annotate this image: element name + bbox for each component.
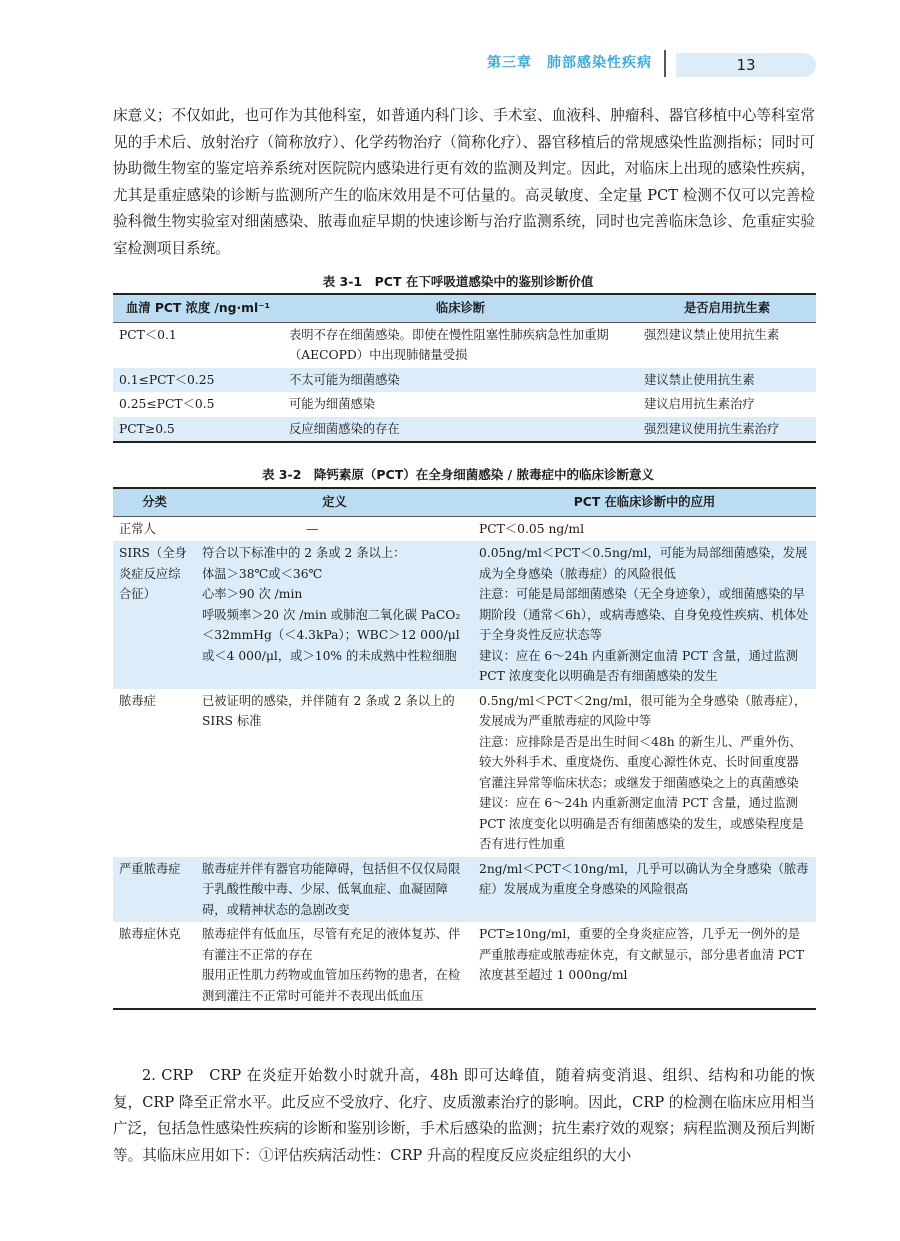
table2-cell-application	[473, 857, 816, 923]
table2-cell-category: 脓毒症	[119, 693, 156, 708]
table2-cell-application	[473, 516, 816, 541]
definition-line: 已被证明的感染，并伴随有 2 条或 2 条以上的 SIRS 标准	[202, 693, 455, 728]
table-pct-lrti	[113, 293, 816, 443]
definition-line: 心率＞90 次 /min	[202, 587, 303, 601]
header-divider	[664, 50, 666, 77]
page-number: 13	[736, 56, 756, 74]
table1-header-diagnosis: 临床诊断	[283, 294, 638, 322]
table1-cell-concentration: PCT≥0.5	[113, 417, 283, 443]
table-row	[113, 392, 816, 417]
application-line: 2ng/ml＜PCT＜10ng/ml，几乎可以确认为全身感染（脓毒症）发展成为重度全身感染的风险很高	[479, 861, 809, 896]
table1-header-row	[113, 294, 816, 322]
definition-line: 脓毒症并伴有器官功能障碍，包括但不仅仅局限于乳酸性酸中毒、少尿、低氧血症、血凝固障碍，或精神状态的急剧改变	[202, 861, 461, 917]
table2-cell-category: 脓毒症休克	[113, 922, 196, 1009]
table2-cell-definition	[196, 922, 473, 1009]
application-line: 建议：应在 6～24h 内重新测定血清 PCT 含量，通过监测 PCT 浓度变化以明确是否有细菌感染的发生	[479, 648, 798, 683]
table2-cell-application	[473, 541, 816, 689]
table2-cell-definition	[196, 541, 473, 689]
chapter-title: 第三章 肺部感染性疾病	[487, 55, 652, 71]
table-row	[113, 541, 816, 689]
table-row	[113, 922, 816, 1009]
table2-cell-category: 严重脓毒症	[113, 857, 196, 923]
definition-line: 脓毒症伴有低血压，尽管有充足的液体复苏、伴有灌注不正常的存在	[202, 927, 461, 962]
closing-paragraph: 2. CRP CRP 在炎症开始数小时就升高，48h 即可达峰值，随着病变消退、组织、结构和功能的恢复，CRP 降至正常水平。此反应不受放疗、化疗、皮质激素治疗的影响。因此，CRP 的检测在临床应用相当广泛，包括急性感染性疾病的诊断和鉴别诊断，手术后感染的监测；抗生素疗效的观察；病程监测及预后判断等。其临床应用如下：①评估疾病活动性：CRP 升高的程度反应炎症组织的大小	[113, 1067, 815, 1164]
definition-line: 服用正性肌力药物或血管加压药物的患者，在检测到灌注不正常时可能并不表现出低血压	[202, 968, 461, 1003]
table2-header-row	[113, 488, 816, 516]
table-row	[113, 368, 816, 393]
definition-line: 符合以下标准中的 2 条或 2 条以上：	[202, 546, 406, 560]
table2-caption: 表 3-2 降钙素原（PCT）在全身细菌感染 / 脓毒症中的临床诊断意义	[261, 467, 655, 482]
application-line: PCT＜0.05 ng/ml	[479, 521, 584, 536]
table1-caption: 表 3-1 PCT 在下呼吸道感染中的鉴别诊断价值	[322, 274, 594, 289]
table1-cell-antibiotic: 建议启用抗生素治疗	[644, 397, 755, 411]
table1-cell-concentration: 0.25≤PCT＜0.5	[119, 397, 215, 411]
application-line: 0.5ng/ml＜PCT＜2ng/ml，很可能为全身感染（脓毒症），发展成为严重脓毒症的风险中等	[479, 693, 807, 728]
table1-cell-diagnosis: 不太可能为细菌感染	[283, 368, 638, 393]
table2-header-category: 分类	[113, 488, 196, 516]
table2-header-application: PCT 在临床诊断中的应用	[473, 488, 816, 516]
definition-line: —	[306, 521, 319, 536]
table1-header-concentration: 血清 PCT 浓度 /ng·ml⁻¹	[113, 294, 283, 322]
table2-cell-category: 正常人	[119, 521, 156, 536]
table2-header-definition: 定义	[196, 488, 473, 516]
table1-cell-diagnosis: 反应细菌感染的存在	[283, 417, 638, 443]
table-row	[113, 417, 816, 443]
application-line: 注意：可能是局部细菌感染（无全身迹象），或细菌感染的早期阶段（通常＜6h），或病毒感染、自身免疫性疾病、机体处于全身炎性反应状态等	[479, 587, 809, 642]
table2-cell-definition	[196, 857, 473, 923]
table2-cell-application	[473, 689, 816, 857]
application-line: 0.05ng/ml＜PCT＜0.5ng/ml，可能为局部细菌感染，发展成为全身感染（脓毒症）的风险很低	[479, 546, 808, 581]
table2-cell-application	[473, 922, 816, 1009]
definition-line: 体温＞38℃或＜36℃	[202, 566, 323, 581]
application-line: 建议：应在 6～24h 内重新测定血清 PCT 含量，通过监测 PCT 浓度变化以明确是否有细菌感染的发生，或感染程度是否有进行性加重	[479, 796, 804, 851]
table1-cell-antibiotic: 强烈建议禁止使用抗生素	[644, 327, 780, 342]
table1-cell-diagnosis: 表明不存在细菌感染。即使在慢性阻塞性肺疾病急性加重期（AECOPD）中出现肺储量受损	[289, 327, 609, 362]
table2-cell-category: SIRS（全身炎症反应综合征）	[113, 541, 196, 689]
table-row	[113, 857, 816, 923]
table-row	[113, 322, 816, 368]
table1-cell-concentration: 0.1≤PCT＜0.25	[113, 368, 283, 393]
table1-cell-diagnosis: 可能为细菌感染	[289, 397, 376, 411]
definition-line: 呼吸频率＞20 次 /min 或肺泡二氧化碳 PaCO₂＜32mmHg（＜4.3kPa）；WBC＞12 000/μl 或＜4 000/μl，或＞10% 的未成熟中性粒细胞	[202, 607, 461, 663]
table1-cell-concentration: PCT＜0.1	[119, 327, 177, 342]
running-header	[0, 50, 900, 78]
table1-cell-antibiotic: 建议禁止使用抗生素	[638, 368, 816, 393]
table-pct-sepsis	[113, 487, 816, 1010]
table-row	[113, 689, 816, 857]
table2-cell-definition	[196, 689, 473, 857]
table1-header-antibiotic: 是否启用抗生素	[638, 294, 816, 322]
table-row	[113, 516, 816, 541]
application-line: 注意：应排除是否是出生时间＜48h 的新生儿、严重外伤、较大外科手术、重度烧伤、重度心源性休克、长时间重度器官灌注异常等临床状态；或继发于细菌感染之上的真菌感染	[479, 734, 802, 790]
table1-cell-antibiotic: 强烈建议使用抗生素治疗	[638, 417, 816, 443]
intro-paragraph: 床意义；不仅如此，也可作为其他科室，如普通内科门诊、手术室、血液科、肿瘤科、器官移植中心等科室常见的手术后、放射治疗（简称放疗）、化学药物治疗（简称化疗）、器官移植后的常规感染性监测指标；同时可协助微生物室的鉴定培养系统对医院院内感染进行更有效的监测及判定。因此，对临床上出现的感染性疾病，尤其是重症感染的诊断与监测所产生的临床效用是不可估量的。高灵敏度、全定量 PCT 检测不仅可以完善检验科微生物实验室对细菌感染、脓毒血症早期的快速诊断与治疗监测系统，同时也完善临床急诊、危重症实验室检测项目系统。	[113, 107, 815, 257]
application-line: PCT≥10ng/ml，重要的全身炎症应答，几乎无一例外的是严重脓毒症或脓毒症休克，有文献显示，部分患者血清 PCT 浓度甚至超过 1 000ng/ml	[479, 927, 804, 982]
table2-cell-definition	[196, 516, 473, 541]
